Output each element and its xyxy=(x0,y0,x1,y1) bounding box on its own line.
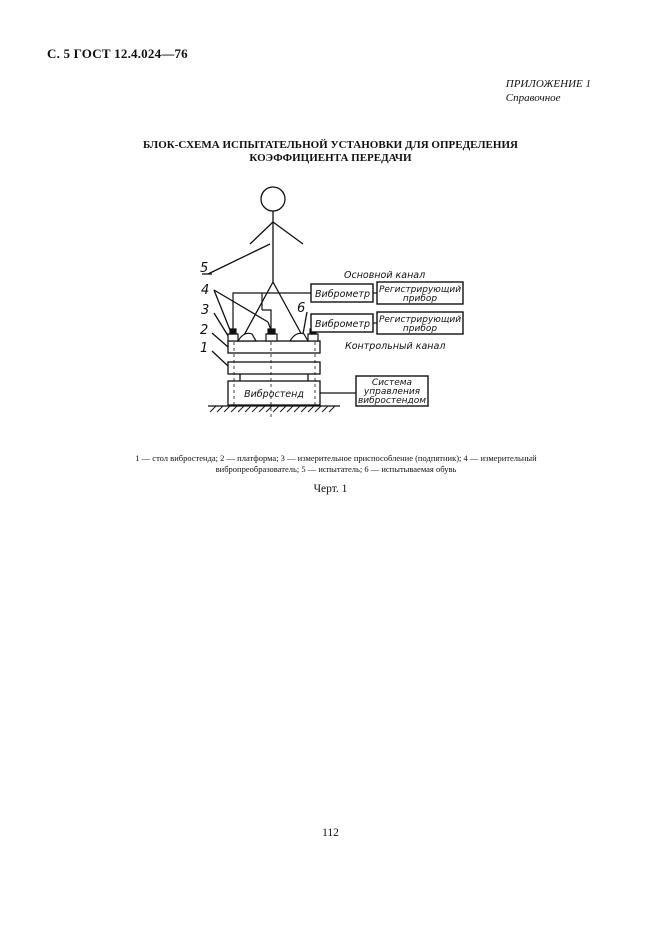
figure-caption xyxy=(96,453,576,475)
sensor-center xyxy=(266,329,277,341)
control-system-line-3: вибростендом xyxy=(357,396,427,406)
vibrometer-main-label: Виброметр xyxy=(315,289,370,300)
vibrostand-table xyxy=(228,362,320,374)
document-header: С. 5 ГОСТ 12.4.024—76 xyxy=(47,46,188,61)
callout-2: 2 xyxy=(200,323,209,338)
callout-4: 4 xyxy=(201,283,210,298)
figure-title-line-1: БЛОК-СХЕМА ИСПЫТАТЕЛЬНОЙ УСТАНОВКИ ДЛЯ ОПРЕДЕЛЕНИЯ xyxy=(143,139,518,151)
control-system-line-2: управления xyxy=(363,387,421,397)
main-channel-label: Основной канал xyxy=(344,270,426,281)
control-system-line-1: Система xyxy=(371,378,413,388)
appendix-note: Справочное xyxy=(505,92,561,104)
page-number: 112 xyxy=(322,827,339,839)
shoe-left xyxy=(228,329,256,341)
appendix-title: ПРИЛОЖЕНИЕ 1 xyxy=(505,78,591,90)
figure-title-line-2: КОЭФФИЦИЕНТА ПЕРЕДАЧИ xyxy=(249,152,412,164)
recorder-main-line-2: прибор xyxy=(402,294,438,304)
control-channel-label: Контрольный канал xyxy=(345,341,446,352)
recorder-control-line-2: прибор xyxy=(402,324,438,334)
test-setup-diagram xyxy=(0,0,661,440)
figure-label: Черт. 1 xyxy=(313,483,348,495)
vibrometer-control-label: Виброметр xyxy=(315,319,370,330)
recorder-main-line-1: Регистрирующий xyxy=(378,285,462,295)
callout-1: 1 xyxy=(200,341,209,356)
caption-line-2: вибропреобразователь; 5 — испытатель; 6 — испытываемая обувь xyxy=(215,464,457,474)
vibrostand-label: Вибростенд xyxy=(244,389,304,400)
caption-line-1: 1 — стол вибростенда; 2 — платформа; 3 — измерительное приспособление (подпятник); 4 — измерительный xyxy=(135,453,537,463)
recorder-control-line-1: Регистрирующий xyxy=(378,315,462,325)
platform xyxy=(228,341,320,353)
callout-5: 5 xyxy=(200,261,209,276)
callout-3: 3 xyxy=(201,303,210,318)
callout-6: 6 xyxy=(297,301,306,316)
tester-head xyxy=(261,187,285,211)
